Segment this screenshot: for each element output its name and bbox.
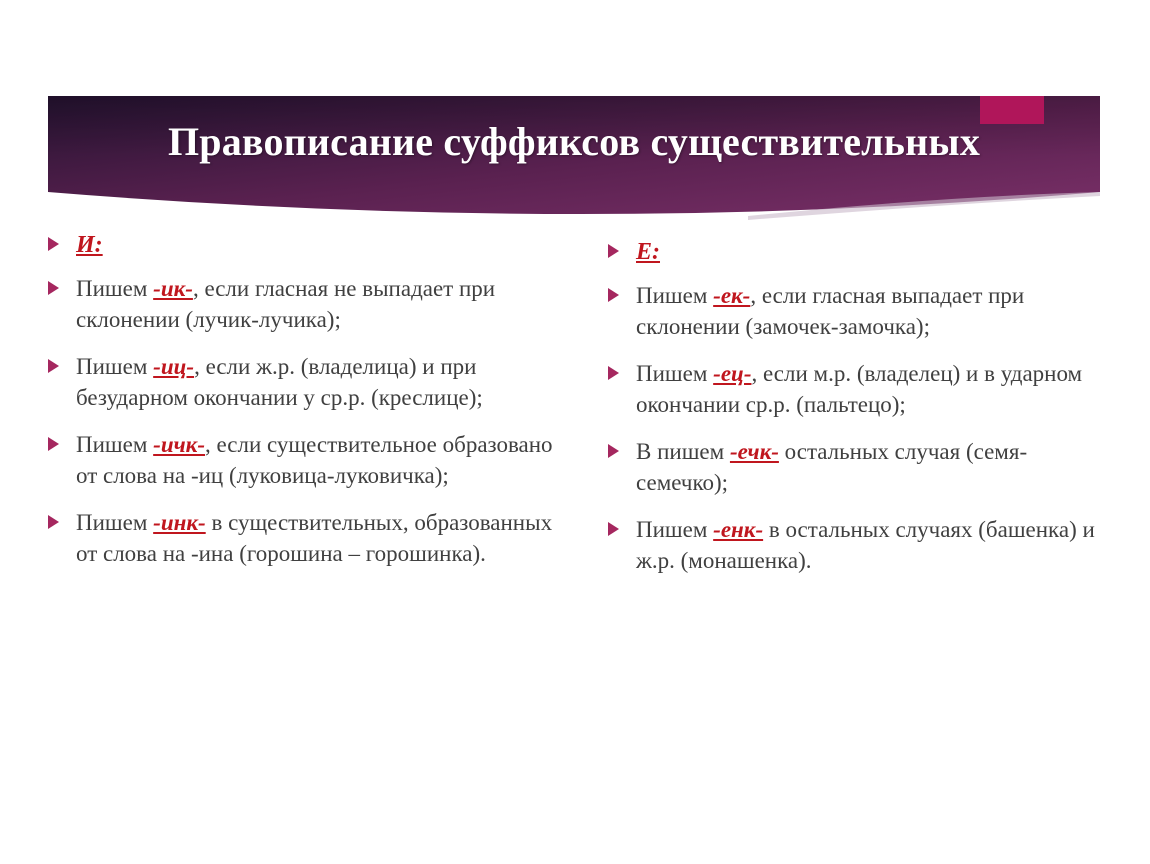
right-heading: Е: [636, 239, 660, 265]
rule-text-before: Пишем [76, 354, 154, 379]
left-rule-2 [48, 351, 568, 413]
rule-text-before: Пишем [76, 432, 154, 457]
suffix-enk: -енк- [713, 517, 764, 542]
rule-text-after: остальных случая (семя-семечко); [636, 439, 1028, 495]
triangle-bullet-icon [48, 437, 59, 451]
rule-text-after: , если ж.р. (владелица) и при безударном окончании у ср.р. (креслице); [76, 354, 483, 410]
suffix-ec: -ец- [713, 361, 752, 386]
rule-text-after: в остальных случаях (башенка) и ж.р. (монашенка). [636, 517, 1095, 573]
right-rule-3 [608, 436, 1100, 498]
left-rule-4 [48, 507, 568, 569]
rule-text-after: , если гласная выпадает при склонении (замочек-замочка); [636, 283, 1025, 339]
left-heading-item [48, 229, 568, 261]
right-rule-4 [608, 514, 1100, 576]
rule-text-before: В пишем [636, 439, 730, 464]
left-rule-1 [48, 273, 568, 335]
left-rule-3 [48, 429, 568, 491]
suffix-ichk: -ичк- [153, 432, 205, 457]
title-banner [48, 96, 1100, 236]
triangle-bullet-icon [48, 515, 59, 529]
right-heading-item [608, 236, 1100, 268]
right-column [608, 236, 1100, 592]
rule-text-before: Пишем [76, 276, 154, 301]
triangle-bullet-icon [48, 237, 59, 251]
left-column [48, 229, 568, 585]
triangle-bullet-icon [48, 281, 59, 295]
rule-text-after: , если м.р. (владелец) и в ударном окончании ср.р. (пальтецо); [636, 361, 1083, 417]
right-rule-2 [608, 358, 1100, 420]
triangle-bullet-icon [608, 522, 619, 536]
triangle-bullet-icon [608, 444, 619, 458]
triangle-bullet-icon [48, 359, 59, 373]
banner-background [48, 96, 1100, 236]
rule-text-before: Пишем [636, 361, 714, 386]
triangle-bullet-icon [608, 288, 619, 302]
suffix-ic: -иц- [153, 354, 195, 379]
suffix-echk: -ечк- [729, 439, 779, 464]
rule-text-before: Пишем [636, 517, 714, 542]
suffix-ik: -ик- [153, 276, 193, 301]
rule-text-after: , если гласная не выпадает при склонении (лучик-лучика); [76, 276, 496, 332]
slide-title: Правописание суффиксов существительных [167, 119, 981, 164]
suffix-ek: -ек- [713, 283, 751, 308]
rule-text-after: , если существительное образовано от слова на -иц (луковица-луковичка); [76, 432, 553, 488]
triangle-bullet-icon [608, 244, 619, 258]
right-rule-1 [608, 280, 1100, 342]
triangle-bullet-icon [608, 366, 619, 380]
rule-text-before: Пишем [76, 510, 154, 535]
left-heading: И: [76, 232, 103, 258]
slide [48, 96, 1100, 796]
rule-text-before: Пишем [636, 283, 714, 308]
rule-text-after: в существительных, образованных от слова на -ина (горошина – горошинка). [76, 510, 553, 566]
suffix-ink: -инк- [153, 510, 206, 535]
